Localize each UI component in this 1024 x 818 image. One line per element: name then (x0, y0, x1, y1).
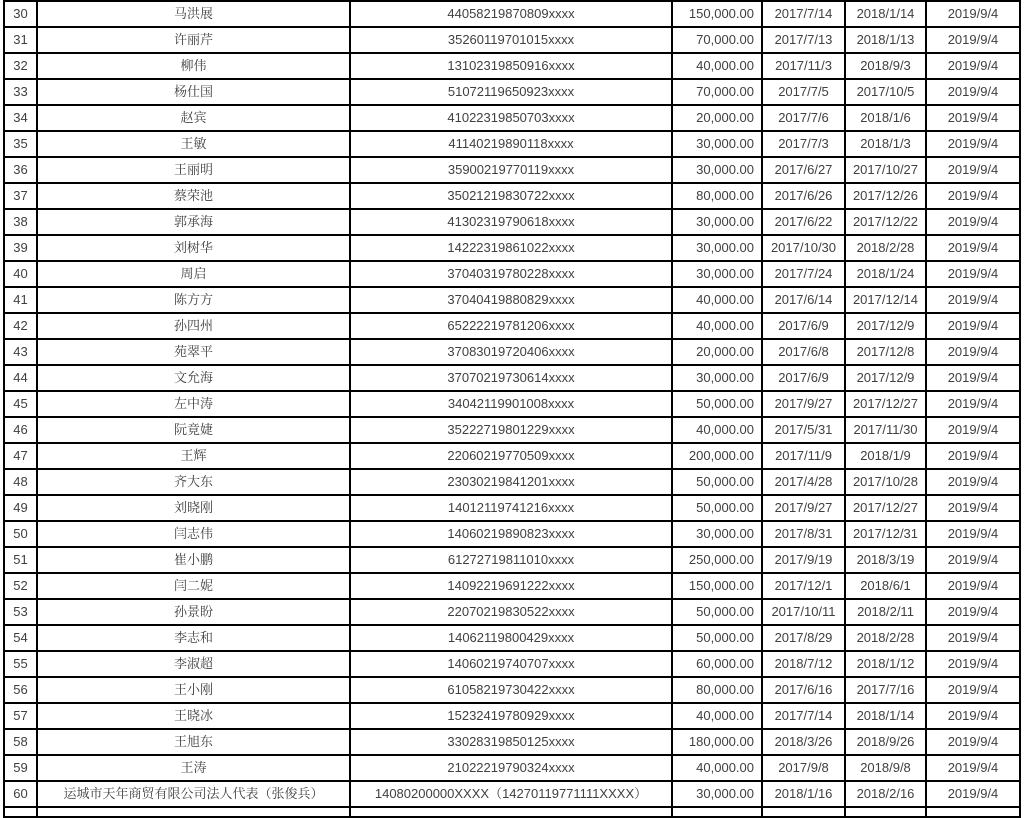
table-row (4, 781, 1020, 807)
cell-row-number: 34 (4, 105, 37, 131)
table-row (4, 651, 1020, 677)
cell-date-3: 2019/9/4 (926, 131, 1020, 157)
cell-row-number: 45 (4, 391, 37, 417)
cell-id-number: 13102319850916xxxx (350, 53, 672, 79)
cell-name: 齐大东 (37, 469, 350, 495)
cell-date-1: 2017/6/14 (762, 287, 845, 313)
cell-amount: 60,000.00 (672, 651, 762, 677)
table-row (4, 131, 1020, 157)
cell-amount: 150,000.00 (672, 573, 762, 599)
cell-name: 刘树华 (37, 235, 350, 261)
cell-date-1: 2017/6/27 (762, 157, 845, 183)
cell-id-number: 37070219730614xxxx (350, 365, 672, 391)
cell-date-2: 2018/9/3 (845, 53, 926, 79)
cell-date-2: 2018/3/19 (845, 547, 926, 573)
cell-date-2: 2018/1/14 (845, 703, 926, 729)
cell-date-2: 2018/2/16 (845, 781, 926, 807)
cell-row-number: 43 (4, 339, 37, 365)
cell-amount: 30,000.00 (672, 365, 762, 391)
cell-name: 陈方方 (37, 287, 350, 313)
cell-id-number: 51072119650923xxxx (350, 79, 672, 105)
cell-name: 崔小鹏 (37, 547, 350, 573)
table-row (4, 521, 1020, 547)
cell-date-1: 2017/11/3 (762, 53, 845, 79)
cell-row-number: 35 (4, 131, 37, 157)
cell-date-2: 2018/9/26 (845, 729, 926, 755)
cell-amount: 80,000.00 (672, 677, 762, 703)
cell-date-2: 2018/9/8 (845, 755, 926, 781)
cell-row-number: 33 (4, 79, 37, 105)
cell-date-3: 2019/9/4 (926, 677, 1020, 703)
table-row (4, 105, 1020, 131)
cell-date-3: 2019/9/4 (926, 365, 1020, 391)
cell-amount: 70,000.00 (672, 27, 762, 53)
cell-id-number: 37040419880829xxxx (350, 287, 672, 313)
table-row (4, 703, 1020, 729)
cell-date-3: 2019/9/4 (926, 443, 1020, 469)
cell-amount: 40,000.00 (672, 755, 762, 781)
cell-amount: 50,000.00 (672, 599, 762, 625)
cell-date-2: 2017/10/28 (845, 469, 926, 495)
table-row (4, 157, 1020, 183)
cell-amount: 50,000.00 (672, 495, 762, 521)
cell-id-number: 35260119701015xxxx (350, 27, 672, 53)
cell-date-3: 2019/9/4 (926, 183, 1020, 209)
cell-date-3: 2019/9/4 (926, 287, 1020, 313)
table-row (4, 573, 1020, 599)
cell-amount: 30,000.00 (672, 131, 762, 157)
cell-id-number: 35900219770119xxxx (350, 157, 672, 183)
cell-date-3: 2019/9/4 (926, 755, 1020, 781)
cell-date-1: 2017/7/13 (762, 27, 845, 53)
cell-date-1: 2017/6/16 (762, 677, 845, 703)
table-row (4, 625, 1020, 651)
cell-name: 郭承海 (37, 209, 350, 235)
partial-cell (37, 807, 350, 817)
cell-date-2: 2017/12/22 (845, 209, 926, 235)
table-row (4, 261, 1020, 287)
cell-id-number: 15232419780929xxxx (350, 703, 672, 729)
cell-date-3: 2019/9/4 (926, 651, 1020, 677)
cell-name: 许丽芹 (37, 27, 350, 53)
cell-date-3: 2019/9/4 (926, 235, 1020, 261)
cell-id-number: 35021219830722xxxx (350, 183, 672, 209)
cell-date-1: 2017/6/22 (762, 209, 845, 235)
cell-date-2: 2018/6/1 (845, 573, 926, 599)
cell-name: 李淑超 (37, 651, 350, 677)
cell-date-3: 2019/9/4 (926, 703, 1020, 729)
cell-date-3: 2019/9/4 (926, 53, 1020, 79)
table-row (4, 183, 1020, 209)
cell-date-3: 2019/9/4 (926, 495, 1020, 521)
cell-row-number: 32 (4, 53, 37, 79)
partial-next-row (4, 807, 1020, 817)
table-row (4, 417, 1020, 443)
cell-amount: 30,000.00 (672, 157, 762, 183)
cell-date-1: 2017/5/31 (762, 417, 845, 443)
cell-name: 文允海 (37, 365, 350, 391)
cell-amount: 40,000.00 (672, 287, 762, 313)
cell-row-number: 58 (4, 729, 37, 755)
cell-row-number: 31 (4, 27, 37, 53)
cell-date-3: 2019/9/4 (926, 781, 1020, 807)
cell-amount: 30,000.00 (672, 235, 762, 261)
table-row (4, 599, 1020, 625)
cell-date-1: 2018/7/12 (762, 651, 845, 677)
cell-date-3: 2019/9/4 (926, 79, 1020, 105)
cell-id-number: 61058219730422xxxx (350, 677, 672, 703)
table-row (4, 287, 1020, 313)
cell-row-number: 54 (4, 625, 37, 651)
cell-date-2: 2018/1/3 (845, 131, 926, 157)
cell-row-number: 53 (4, 599, 37, 625)
cell-date-2: 2017/12/27 (845, 495, 926, 521)
cell-date-3: 2019/9/4 (926, 547, 1020, 573)
cell-date-2: 2017/10/27 (845, 157, 926, 183)
cell-date-3: 2019/9/4 (926, 417, 1020, 443)
cell-date-2: 2018/1/6 (845, 105, 926, 131)
cell-amount: 30,000.00 (672, 209, 762, 235)
cell-date-2: 2017/7/16 (845, 677, 926, 703)
table-row (4, 365, 1020, 391)
cell-row-number: 38 (4, 209, 37, 235)
cell-name: 左中涛 (37, 391, 350, 417)
cell-id-number: 14080200000XXXX（14270119771111XXXX） (350, 781, 672, 807)
table-row (4, 339, 1020, 365)
cell-date-1: 2017/7/24 (762, 261, 845, 287)
cell-row-number: 40 (4, 261, 37, 287)
cell-amount: 80,000.00 (672, 183, 762, 209)
cell-date-2: 2018/2/11 (845, 599, 926, 625)
cell-name: 杨仕国 (37, 79, 350, 105)
cell-date-1: 2017/8/29 (762, 625, 845, 651)
partial-cell (350, 807, 672, 817)
cell-date-2: 2017/12/9 (845, 313, 926, 339)
cell-name: 蔡荣池 (37, 183, 350, 209)
cell-date-2: 2018/2/28 (845, 625, 926, 651)
table-row (4, 27, 1020, 53)
cell-name: 王旭东 (37, 729, 350, 755)
table-row (4, 209, 1020, 235)
cell-amount: 40,000.00 (672, 53, 762, 79)
cell-name: 赵宾 (37, 105, 350, 131)
cell-name: 柳伟 (37, 53, 350, 79)
cell-name: 周启 (37, 261, 350, 287)
cell-date-3: 2019/9/4 (926, 391, 1020, 417)
cell-amount: 20,000.00 (672, 339, 762, 365)
cell-date-2: 2017/12/26 (845, 183, 926, 209)
cell-date-2: 2018/1/14 (845, 1, 926, 27)
cell-row-number: 30 (4, 1, 37, 27)
cell-date-2: 2017/10/5 (845, 79, 926, 105)
table-row (4, 1, 1020, 27)
cell-id-number: 22070219830522xxxx (350, 599, 672, 625)
cell-date-1: 2017/12/1 (762, 573, 845, 599)
cell-name: 王涛 (37, 755, 350, 781)
cell-date-2: 2018/1/24 (845, 261, 926, 287)
cell-amount: 150,000.00 (672, 1, 762, 27)
cell-date-1: 2018/1/16 (762, 781, 845, 807)
cell-date-3: 2019/9/4 (926, 157, 1020, 183)
cell-row-number: 49 (4, 495, 37, 521)
cell-row-number: 41 (4, 287, 37, 313)
cell-amount: 40,000.00 (672, 703, 762, 729)
cell-amount: 180,000.00 (672, 729, 762, 755)
cell-amount: 40,000.00 (672, 417, 762, 443)
cell-amount: 40,000.00 (672, 313, 762, 339)
table-row (4, 495, 1020, 521)
cell-date-3: 2019/9/4 (926, 573, 1020, 599)
table-row (4, 79, 1020, 105)
cell-id-number: 65222219781206xxxx (350, 313, 672, 339)
cell-row-number: 60 (4, 781, 37, 807)
cell-date-3: 2019/9/4 (926, 1, 1020, 27)
cell-date-2: 2018/2/28 (845, 235, 926, 261)
cell-date-3: 2019/9/4 (926, 105, 1020, 131)
table-row (4, 677, 1020, 703)
partial-cell (4, 807, 37, 817)
cell-name: 阮竟婕 (37, 417, 350, 443)
cell-date-1: 2017/6/9 (762, 365, 845, 391)
cell-date-1: 2017/6/26 (762, 183, 845, 209)
cell-date-2: 2017/12/8 (845, 339, 926, 365)
cell-name: 王辉 (37, 443, 350, 469)
cell-row-number: 36 (4, 157, 37, 183)
cell-date-1: 2017/9/19 (762, 547, 845, 573)
cell-id-number: 14012119741216xxxx (350, 495, 672, 521)
table-row (4, 443, 1020, 469)
cell-name: 刘晓刚 (37, 495, 350, 521)
cell-date-1: 2017/7/14 (762, 703, 845, 729)
table-row (4, 469, 1020, 495)
cell-id-number: 14092219691222xxxx (350, 573, 672, 599)
cell-date-2: 2017/12/9 (845, 365, 926, 391)
cell-name: 孙景盼 (37, 599, 350, 625)
cell-id-number: 14060219890823xxxx (350, 521, 672, 547)
cell-row-number: 37 (4, 183, 37, 209)
cell-id-number: 44058219870809xxxx (350, 1, 672, 27)
cell-id-number: 22060219770509xxxx (350, 443, 672, 469)
cell-date-3: 2019/9/4 (926, 469, 1020, 495)
loan-table (3, 0, 1021, 818)
cell-id-number: 61272719811010xxxx (350, 547, 672, 573)
cell-date-2: 2018/1/13 (845, 27, 926, 53)
cell-date-1: 2017/7/3 (762, 131, 845, 157)
cell-id-number: 35222719801229xxxx (350, 417, 672, 443)
cell-date-3: 2019/9/4 (926, 261, 1020, 287)
cell-date-2: 2017/12/31 (845, 521, 926, 547)
cell-row-number: 59 (4, 755, 37, 781)
cell-id-number: 41302319790618xxxx (350, 209, 672, 235)
cell-row-number: 56 (4, 677, 37, 703)
table-row (4, 53, 1020, 79)
cell-amount: 50,000.00 (672, 391, 762, 417)
cell-amount: 30,000.00 (672, 261, 762, 287)
cell-id-number: 37040319780228xxxx (350, 261, 672, 287)
cell-date-3: 2019/9/4 (926, 521, 1020, 547)
cell-date-3: 2019/9/4 (926, 339, 1020, 365)
cell-id-number: 33028319850125xxxx (350, 729, 672, 755)
cell-date-1: 2018/3/26 (762, 729, 845, 755)
cell-id-number: 23030219841201xxxx (350, 469, 672, 495)
cell-date-3: 2019/9/4 (926, 599, 1020, 625)
cell-row-number: 42 (4, 313, 37, 339)
cell-date-3: 2019/9/4 (926, 27, 1020, 53)
cell-row-number: 55 (4, 651, 37, 677)
cell-row-number: 51 (4, 547, 37, 573)
cell-name: 运城市天年商贸有限公司法人代表（张俊兵） (37, 781, 350, 807)
cell-amount: 50,000.00 (672, 469, 762, 495)
cell-row-number: 44 (4, 365, 37, 391)
cell-date-1: 2017/10/11 (762, 599, 845, 625)
partial-cell (926, 807, 1020, 817)
cell-date-3: 2019/9/4 (926, 625, 1020, 651)
table-row (4, 547, 1020, 573)
cell-date-1: 2017/7/6 (762, 105, 845, 131)
cell-amount: 20,000.00 (672, 105, 762, 131)
cell-id-number: 14062119800429xxxx (350, 625, 672, 651)
cell-row-number: 57 (4, 703, 37, 729)
cell-name: 苑翠平 (37, 339, 350, 365)
cell-date-1: 2017/11/9 (762, 443, 845, 469)
cell-id-number: 14222319861022xxxx (350, 235, 672, 261)
cell-date-1: 2017/8/31 (762, 521, 845, 547)
cell-name: 闫志伟 (37, 521, 350, 547)
cell-date-2: 2017/11/30 (845, 417, 926, 443)
cell-name: 闫二妮 (37, 573, 350, 599)
cell-date-1: 2017/9/27 (762, 495, 845, 521)
cell-date-1: 2017/7/14 (762, 1, 845, 27)
cell-date-2: 2017/12/14 (845, 287, 926, 313)
cell-amount: 50,000.00 (672, 625, 762, 651)
cell-date-2: 2017/12/27 (845, 391, 926, 417)
cell-row-number: 48 (4, 469, 37, 495)
table-row (4, 391, 1020, 417)
cell-row-number: 52 (4, 573, 37, 599)
cell-row-number: 39 (4, 235, 37, 261)
table-body (4, 1, 1020, 817)
table-row (4, 729, 1020, 755)
cell-amount: 30,000.00 (672, 521, 762, 547)
cell-amount: 250,000.00 (672, 547, 762, 573)
cell-name: 李志和 (37, 625, 350, 651)
cell-date-1: 2017/6/8 (762, 339, 845, 365)
table-row (4, 313, 1020, 339)
cell-amount: 70,000.00 (672, 79, 762, 105)
cell-id-number: 37083019720406xxxx (350, 339, 672, 365)
cell-date-3: 2019/9/4 (926, 209, 1020, 235)
cell-date-2: 2018/1/9 (845, 443, 926, 469)
cell-row-number: 50 (4, 521, 37, 547)
cell-amount: 200,000.00 (672, 443, 762, 469)
cell-date-1: 2017/7/5 (762, 79, 845, 105)
cell-id-number: 41022319850703xxxx (350, 105, 672, 131)
partial-cell (672, 807, 762, 817)
cell-id-number: 34042119901008xxxx (350, 391, 672, 417)
table-row (4, 235, 1020, 261)
document-sheet (3, 0, 1021, 818)
partial-cell (762, 807, 845, 817)
cell-date-3: 2019/9/4 (926, 729, 1020, 755)
cell-row-number: 47 (4, 443, 37, 469)
table-row (4, 755, 1020, 781)
cell-date-2: 2018/1/12 (845, 651, 926, 677)
cell-date-1: 2017/9/8 (762, 755, 845, 781)
cell-name: 孙四州 (37, 313, 350, 339)
cell-id-number: 41140219890118xxxx (350, 131, 672, 157)
cell-id-number: 21022219790324xxxx (350, 755, 672, 781)
cell-date-1: 2017/6/9 (762, 313, 845, 339)
cell-date-3: 2019/9/4 (926, 313, 1020, 339)
cell-name: 王晓冰 (37, 703, 350, 729)
cell-date-1: 2017/10/30 (762, 235, 845, 261)
cell-date-1: 2017/9/27 (762, 391, 845, 417)
cell-name: 马洪展 (37, 1, 350, 27)
cell-name: 王敏 (37, 131, 350, 157)
cell-amount: 30,000.00 (672, 781, 762, 807)
cell-row-number: 46 (4, 417, 37, 443)
cell-date-1: 2017/4/28 (762, 469, 845, 495)
cell-name: 王小刚 (37, 677, 350, 703)
cell-name: 王丽明 (37, 157, 350, 183)
cell-id-number: 14060219740707xxxx (350, 651, 672, 677)
partial-cell (845, 807, 926, 817)
